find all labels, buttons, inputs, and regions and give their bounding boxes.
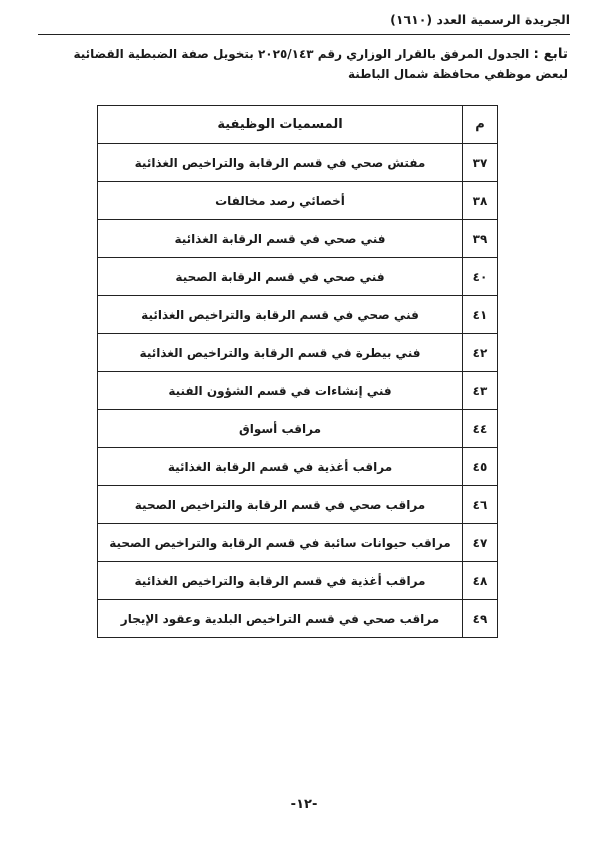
row-number: ٤٥ (463, 448, 498, 486)
table-row (98, 600, 498, 638)
table-row (98, 524, 498, 562)
row-number: ٣٩ (463, 220, 498, 258)
table-row (98, 258, 498, 296)
row-number: ٤١ (463, 296, 498, 334)
intro-line-2: لبعض موظفي محافظة شمال الباطنة (348, 67, 568, 81)
row-job-title: فني صحي في قسم الرقابة والتراخيص الغذائية (98, 296, 463, 334)
job-titles-table (97, 105, 498, 638)
row-job-title: مراقب صحي في قسم الرقابة والتراخيص الصحية (98, 486, 463, 524)
intro-line-1-text: الجدول المرفق بالقرار الوزاري رقم ٢٠٢٥/١٤٣ بتخويل صفة الضبطية القضائية (73, 47, 530, 61)
table-row (98, 144, 498, 182)
row-job-title: مراقب أغذية في قسم الرقابة والتراخيص الغذائية (98, 562, 463, 600)
row-number: ٤٩ (463, 600, 498, 638)
header-number: م (463, 106, 498, 144)
table-row (98, 562, 498, 600)
row-job-title: فني صحي في قسم الرقابة الصحية (98, 258, 463, 296)
table-row (98, 296, 498, 334)
row-job-title: مراقب أغذية في قسم الرقابة الغذائية (98, 448, 463, 486)
header-job-title: المسميات الوظيفية (98, 106, 463, 144)
table-row (98, 486, 498, 524)
gazette-title: الجريدة الرسمية العدد (١٦١٠) (390, 12, 570, 27)
page-number: -١٢- (290, 797, 318, 812)
row-number: ٤٣ (463, 372, 498, 410)
intro-prefix: تابع : (533, 46, 568, 62)
row-job-title: أخصائي رصد مخالفات (98, 182, 463, 220)
row-number: ٤٢ (463, 334, 498, 372)
intro-text (40, 44, 568, 84)
table-row (98, 334, 498, 372)
table-row (98, 220, 498, 258)
table-row (98, 448, 498, 486)
row-job-title: فني إنشاءات في قسم الشؤون الفنية (98, 372, 463, 410)
page-header (38, 10, 570, 35)
table-row (98, 410, 498, 448)
row-job-title: فني بيطرة في قسم الرقابة والتراخيص الغذائية (98, 334, 463, 372)
row-job-title: مفتش صحي في قسم الرقابة والتراخيص الغذائية (98, 144, 463, 182)
row-number: ٣٨ (463, 182, 498, 220)
row-job-title: مراقب حيوانات سائبة في قسم الرقابة والتراخيص الصحية (98, 524, 463, 562)
row-job-title: مراقب صحي في قسم التراخيص البلدية وعقود الإيجار (98, 600, 463, 638)
intro-line-1 (40, 44, 568, 64)
table-row (98, 182, 498, 220)
table-header-row (98, 106, 498, 144)
row-number: ٤٠ (463, 258, 498, 296)
row-number: ٤٦ (463, 486, 498, 524)
row-number: ٤٤ (463, 410, 498, 448)
row-job-title: مراقب أسواق (98, 410, 463, 448)
row-number: ٣٧ (463, 144, 498, 182)
row-job-title: فني صحي في قسم الرقابة الغذائية (98, 220, 463, 258)
table-row (98, 372, 498, 410)
row-number: ٤٧ (463, 524, 498, 562)
row-number: ٤٨ (463, 562, 498, 600)
